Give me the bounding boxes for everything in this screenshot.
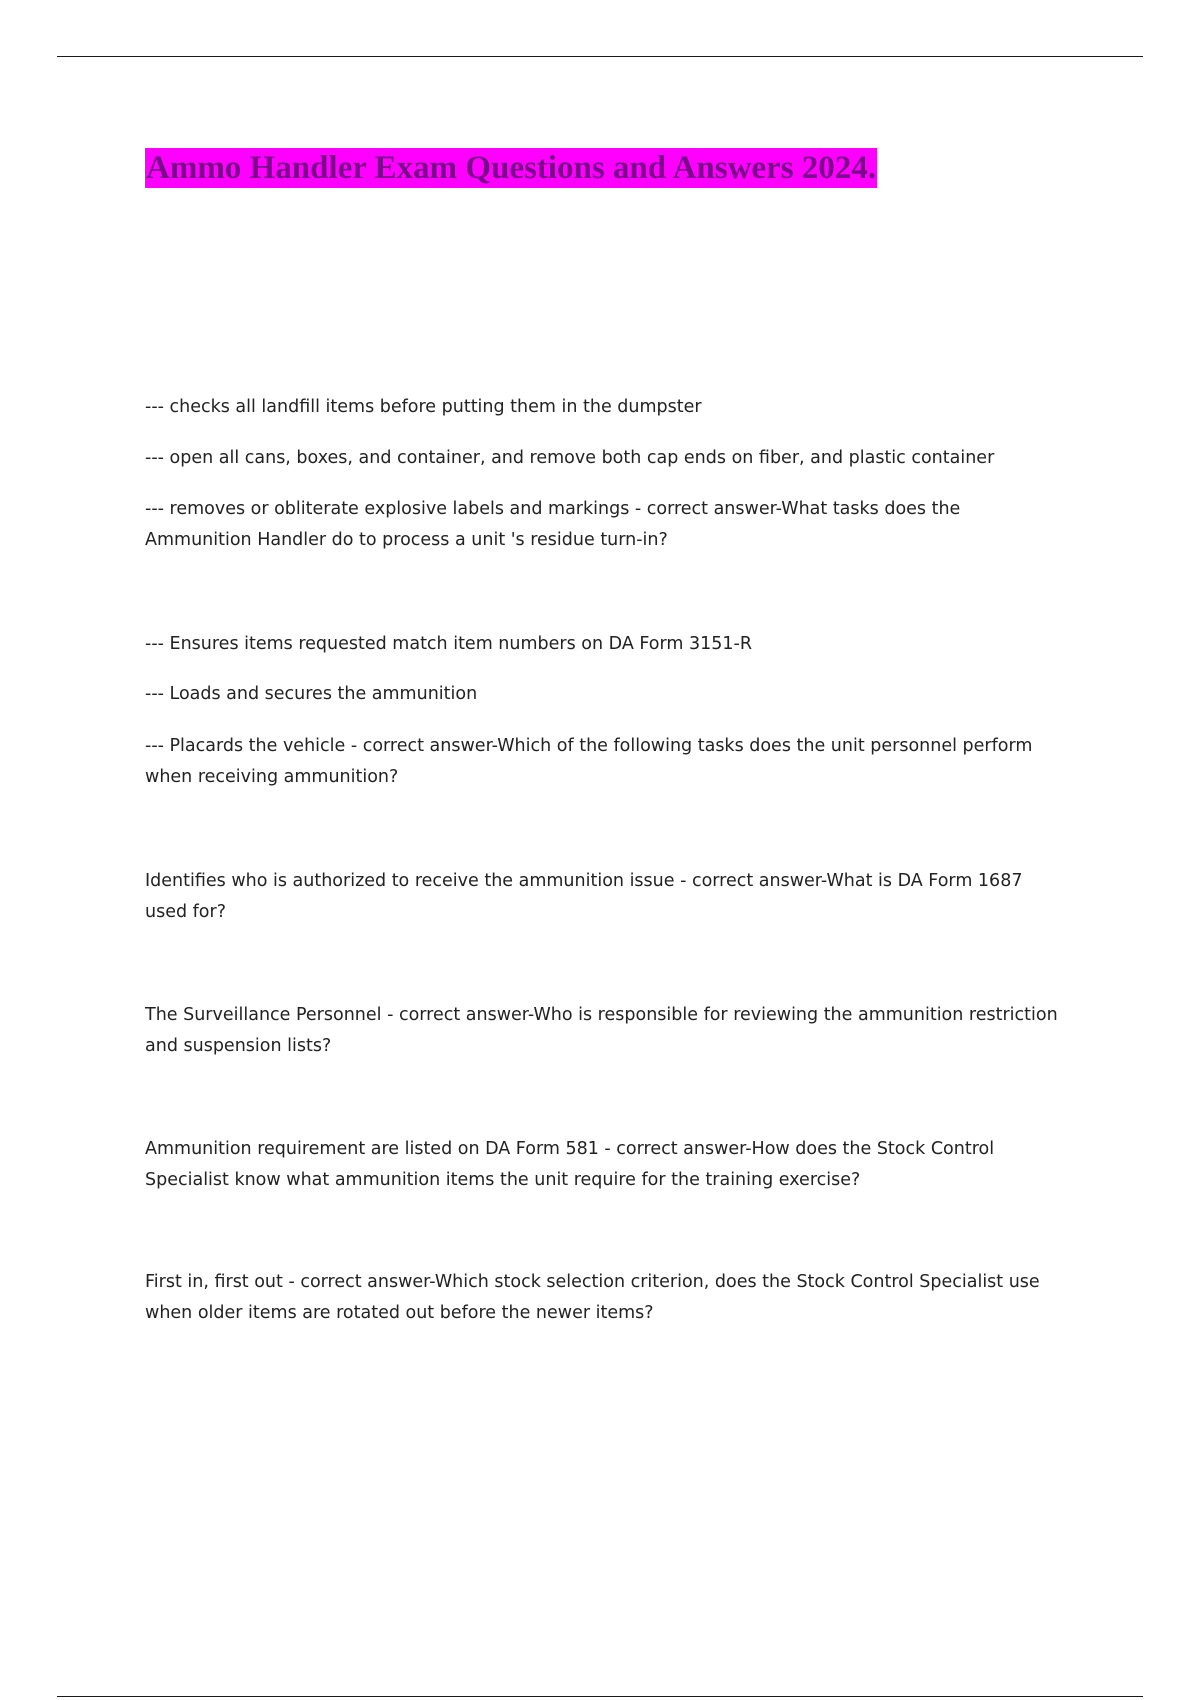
question-paragraph-3: Identifies who is authorized to receive the ammunition issue - correct answer-What is DA Form 1687 used for? (145, 871, 1023, 922)
question-paragraph-5: Ammunition requirement are listed on DA Form 581 - correct answer-How does the Stock Control Specialist know what ammunition items the unit require for the training exercise? (145, 1139, 995, 1190)
title-block (145, 148, 877, 188)
document-title: Ammo Handler Exam Questions and Answers 2024. (146, 150, 877, 186)
answer-line-1: --- checks all landfill items before putting them in the dumpster (145, 397, 702, 417)
question-paragraph-6: First in, first out - correct answer-Which stock selection criterion, does the Stock Control Specialist use when older items are rotated out before the newer items? (145, 1272, 1040, 1323)
footer-rule (57, 1696, 1143, 1697)
question-paragraph-2: --- Placards the vehicle - correct answer-Which of the following tasks does the unit personnel perform when receiving ammunition? (145, 736, 1033, 787)
header-rule (57, 56, 1143, 57)
answer-line-4: --- Loads and secures the ammunition (145, 684, 478, 704)
answer-line-2: --- open all cans, boxes, and container, and remove both cap ends on fiber, and plastic container (145, 448, 995, 468)
answer-line-3: --- Ensures items requested match item numbers on DA Form 3151-R (145, 634, 753, 654)
question-paragraph-4: The Surveillance Personnel - correct answer-Who is responsible for reviewing the ammunition restriction and suspension lists? (145, 1005, 1058, 1056)
question-paragraph-1: --- removes or obliterate explosive labels and markings - correct answer-What tasks does the Ammunition Handler do to process a unit 's residue turn-in? (145, 499, 961, 550)
